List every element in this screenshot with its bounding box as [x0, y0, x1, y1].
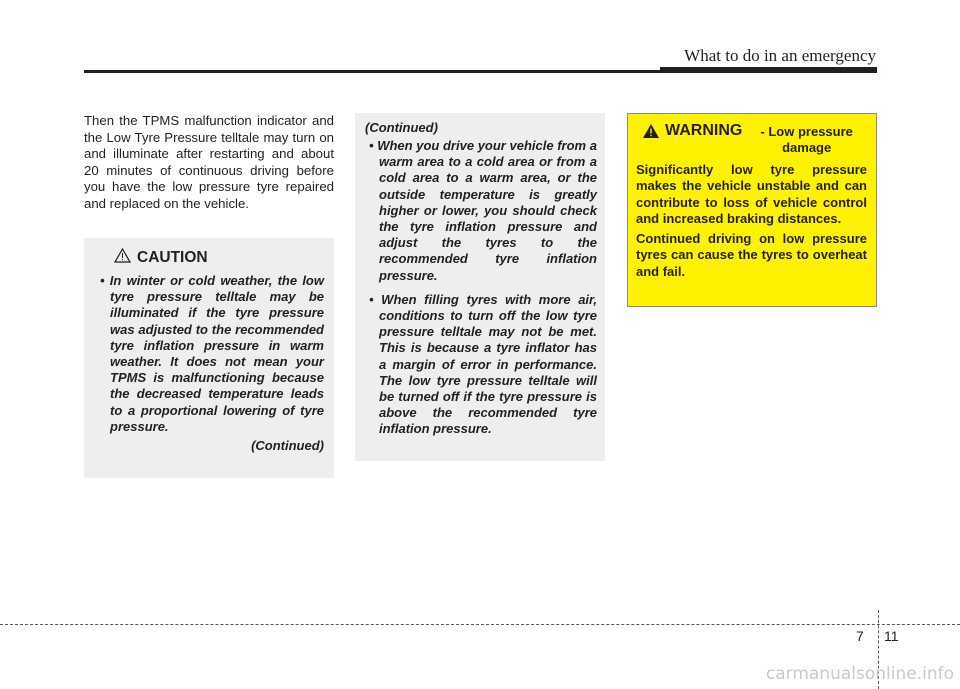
page-number: 11 — [884, 628, 899, 644]
caution-header — [114, 248, 324, 268]
section-title: What to do in an emergency — [684, 46, 876, 65]
continued-bullet: • When filling tyres with more air, conditions to turn off the low tyre pressure telltale may not be met. This is because a tyre inflator has a margin of error in performance. The low tyre pressure telltale will be turned off if the tyre pressure is above the recommended tyre inflation pressure. — [369, 291, 597, 437]
caution-bullet: • In winter or cold weather, the low tyre pressure telltale may be illuminated if the tyre pressure was adjusted to the recommended tyre inflation pressure in warm weather. It does not mean your TPMS is malfunctioning because the decreased temperature leads to a proportional lowering of tyre pressure. — [100, 273, 324, 434]
continued-heading: (Continued) — [365, 120, 438, 135]
intro-paragraph: Then the TPMS malfunction indicator and the Low Tyre Pressure telltale may turn on and illuminate after restarting and about 20 minutes of continuous driving before you have the low pressure tyre repaired and replaced on the vehicle. — [84, 113, 334, 211]
watermark: carmanualsonline.info — [765, 664, 954, 684]
warning-triangle-filled-icon — [642, 123, 660, 144]
continued-box — [355, 113, 605, 461]
chapter-number: 7 — [856, 628, 864, 644]
warning-triangle-outline-icon — [114, 248, 131, 268]
warning-paragraph: Continued driving on low pressure tyres can cause the tyres to overheat and fail. — [636, 231, 867, 279]
warning-box — [627, 113, 877, 307]
caution-continued: (Continued) — [251, 438, 324, 454]
continued-bullet: • When you drive your vehicle from a warm area to a cold area or from a cold area to a warm area, or the outside temperature is greatly higher or lower, you should check the tyre inflation pressure and adjust the tyres to the recommended tyre inflation pressure. — [369, 138, 597, 283]
warning-subtitle: - Low pressure damage — [760, 124, 853, 155]
warning-header — [642, 122, 867, 156]
warning-title: WARNING — [665, 122, 743, 139]
header-rule-accent — [660, 67, 877, 73]
caution-title: CAUTION — [137, 249, 208, 266]
warning-paragraph: Significantly low tyre pressure makes the vehicle unstable and can contribute to loss of vehicle control and increased braking distances. — [636, 162, 867, 226]
footer-rule — [0, 624, 960, 625]
caution-box — [84, 238, 334, 478]
